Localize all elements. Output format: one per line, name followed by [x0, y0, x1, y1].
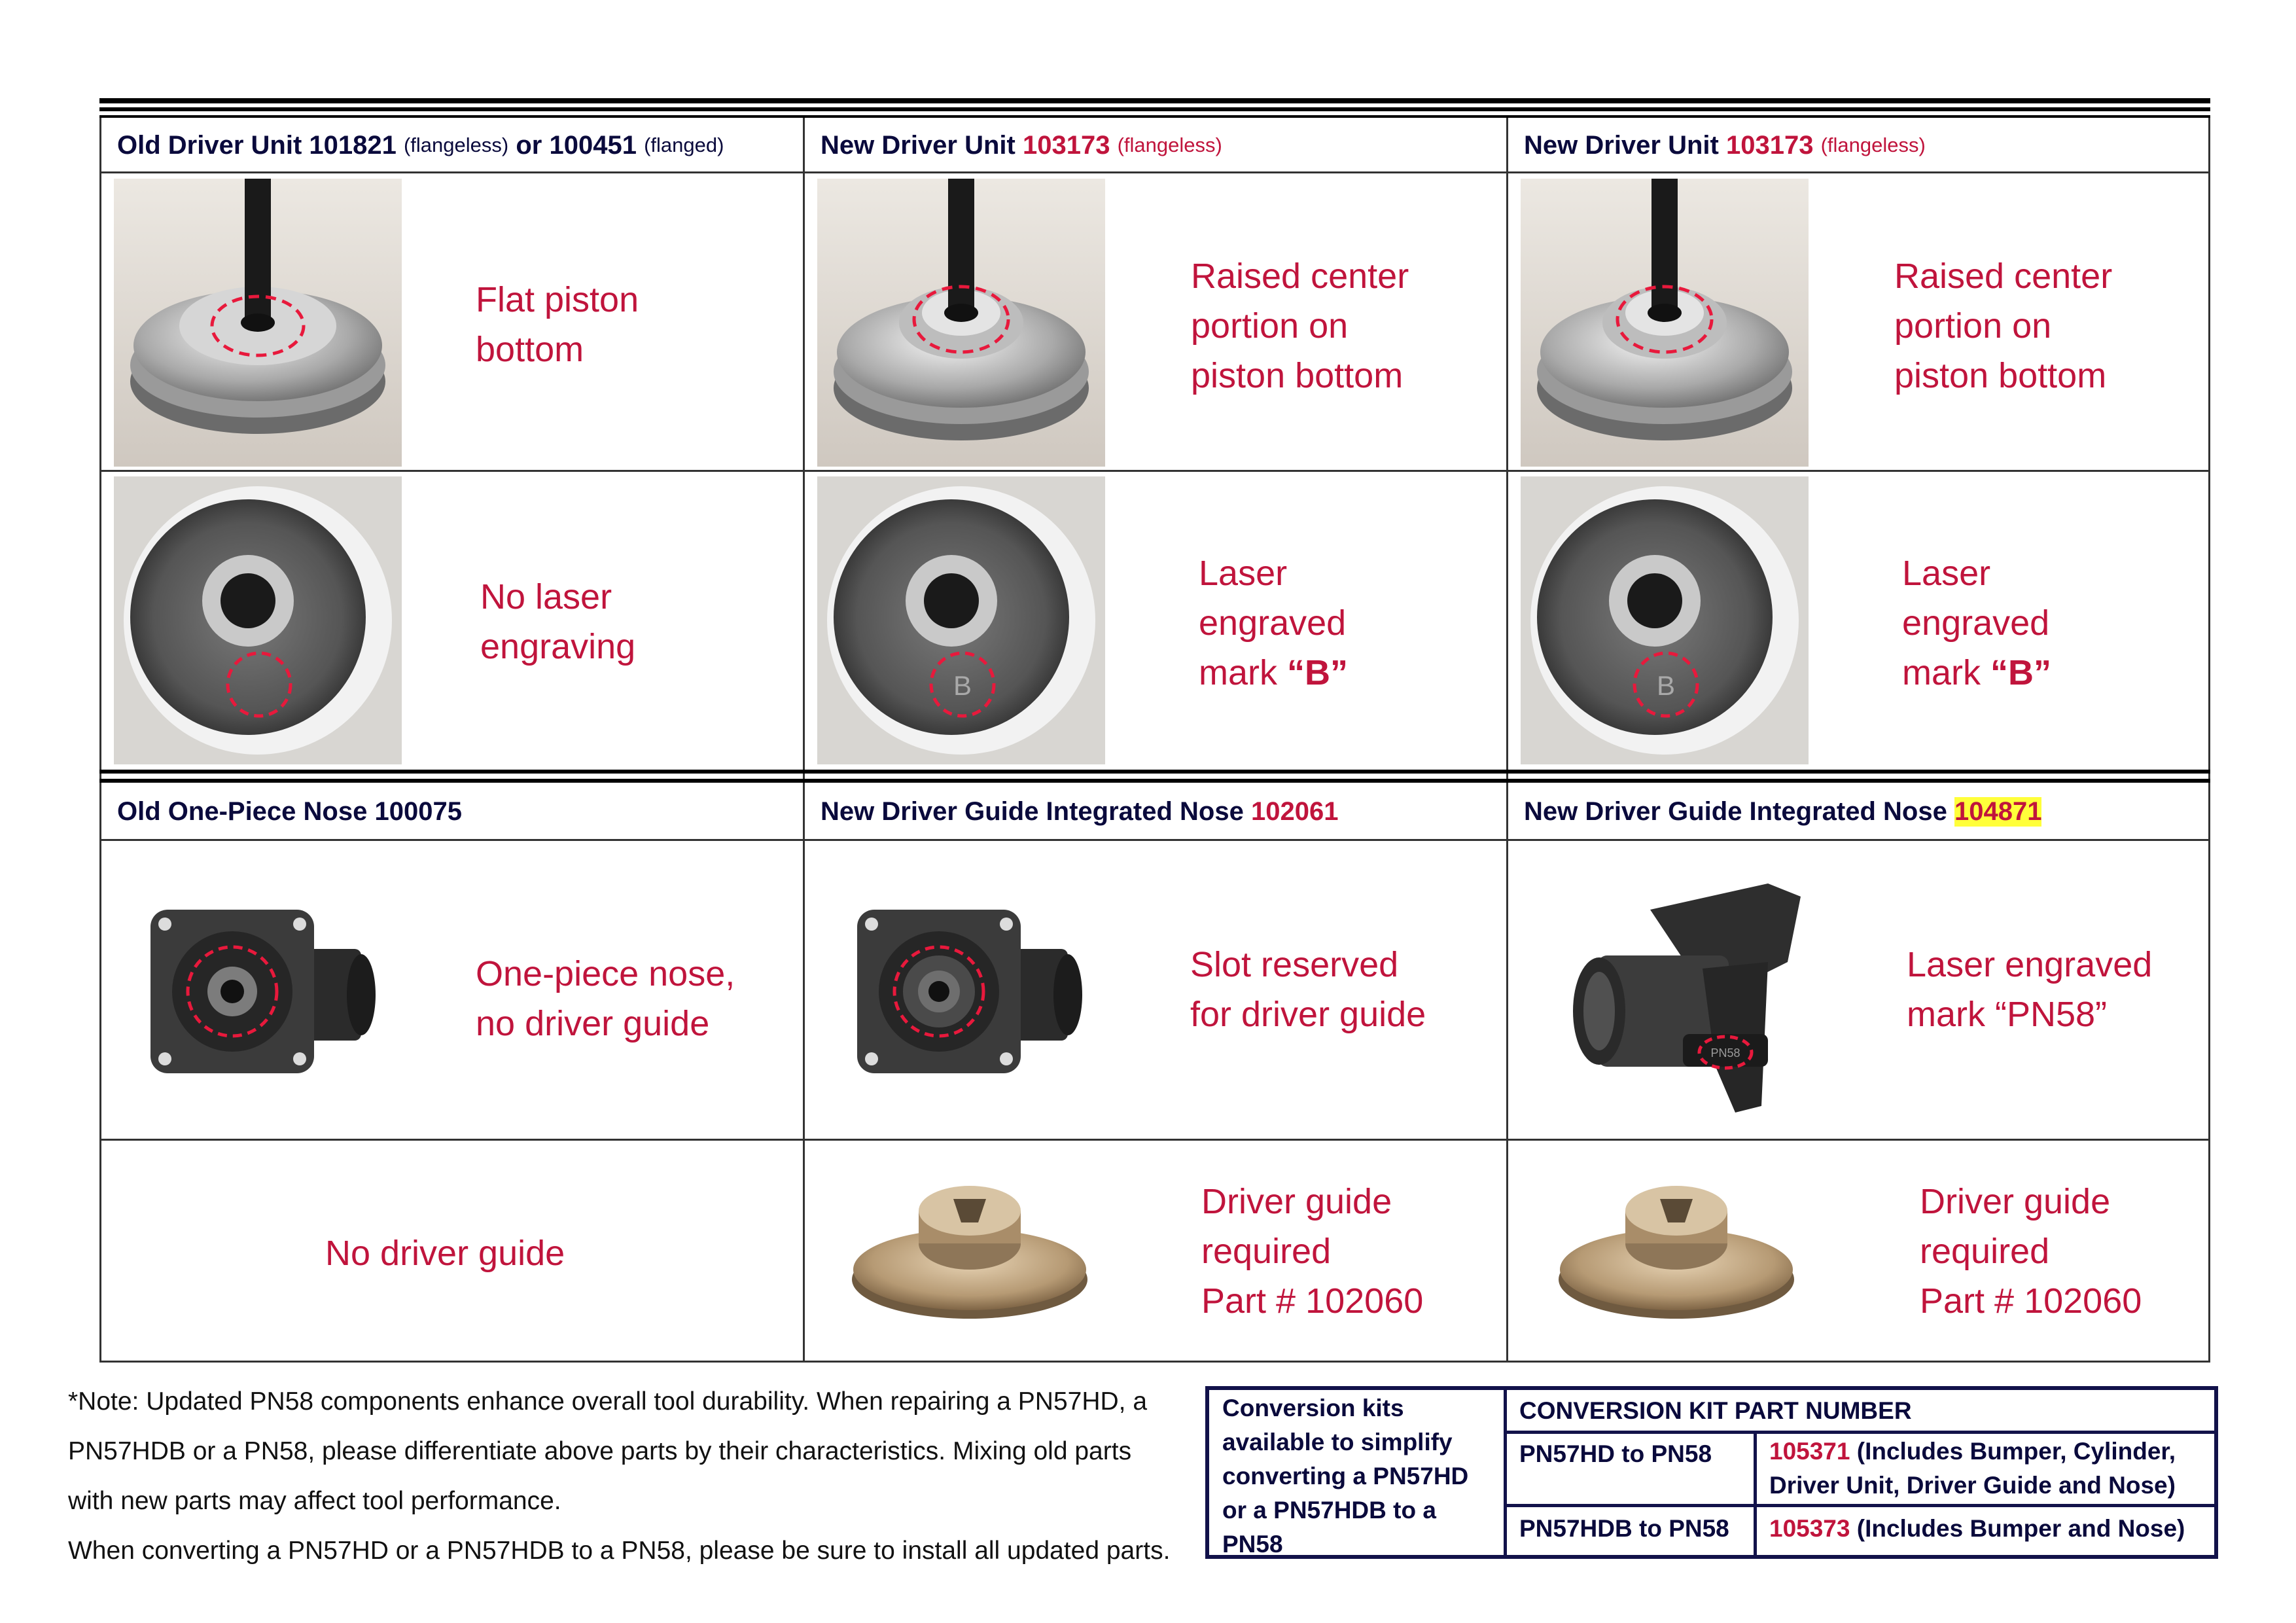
piston-bottom-raised-photo-2: [1521, 179, 1809, 467]
engraving-pn58-text: PN58: [1710, 1046, 1740, 1060]
description-driver-guide-required-2: Driver guide required Part # 102060: [1920, 1182, 2142, 1321]
piston-bottom-flat-image: [114, 179, 402, 467]
integrated-nose-slot-image: [845, 870, 1094, 1106]
kit-divider-horizontal-2: [1504, 1504, 2218, 1507]
grid-line-header-1: [99, 171, 2210, 173]
driver-guide-image-2: [1552, 1165, 1801, 1335]
header-old-one-piece-nose: Old One-Piece Nose 100075: [117, 796, 462, 826]
description-no-driver-guide: No driver guide: [325, 1234, 565, 1273]
driver-guide-photo-2: [1552, 1165, 1801, 1335]
header-old-driver-unit: Old Driver Unit 101821 (flangeless) or 100451 (flanged): [117, 130, 724, 160]
one-piece-nose-image: [139, 870, 387, 1106]
grid-line-row-1: [99, 470, 2210, 472]
kit-row-2-label: PN57HDB to PN58: [1519, 1515, 1729, 1542]
section-separator-2: [99, 779, 2210, 783]
description-slot-reserved: Slot reserved for driver guide: [1190, 945, 1426, 1034]
description-raised-center-1: Raised center portion on piston bottom: [1191, 257, 1409, 395]
section-separator-1: [99, 770, 2210, 774]
parts-comparison-grid: [99, 118, 2210, 1363]
grid-border-right: [2208, 118, 2210, 1363]
grid-border-bottom: [99, 1361, 2210, 1363]
header-new-integrated-nose-2: New Driver Guide Integrated Nose 104871: [1524, 796, 2042, 826]
driver-guide-image-1: [845, 1165, 1094, 1335]
kit-divider-vertical-1: [1504, 1390, 1507, 1555]
header-new-driver-unit-2: New Driver Unit 103173 (flangeless): [1524, 130, 1926, 160]
piston-bottom-raised-image-2: [1521, 179, 1809, 467]
piston-bottom-flat-photo: [114, 179, 402, 467]
piston-top-no-engraving-photo: [114, 476, 402, 764]
grid-line-header-2: [99, 839, 2210, 841]
kit-divider-horizontal-1: [1504, 1431, 2218, 1434]
description-laser-engraved-b-2: Laser engraved mark “B”: [1902, 554, 2051, 692]
description-no-laser-engraving: No laser engraving: [480, 577, 636, 666]
top-rule-1: [99, 98, 2210, 103]
piston-top-no-engraving-image: [114, 476, 402, 764]
piston-top-engraved-b-image-2: [1521, 476, 1809, 764]
piston-bottom-raised-photo-1: [817, 179, 1105, 467]
description-laser-engraved-b-1: Laser engraved mark “B”: [1199, 554, 1348, 692]
description-raised-center-2: Raised center portion on piston bottom: [1894, 257, 2113, 395]
header-new-driver-unit-1: New Driver Unit 103173 (flangeless): [821, 130, 1222, 160]
kit-intro-text: Conversion kits available to simplify converting a PN57HD or a PN57HDB to a PN58: [1222, 1395, 1469, 1558]
kit-row-1-value: 105371 (Includes Bumper, Cylinder, Driver Unit, Driver Guide and Nose): [1769, 1438, 2176, 1499]
piston-top-engraved-b-photo-1: [817, 476, 1105, 764]
top-rule-2: [99, 107, 2210, 111]
kit-divider-vertical-2: [1754, 1432, 1757, 1555]
integrated-nose-pn58-image: [1552, 870, 1827, 1132]
engraving-b-text-1: B: [953, 670, 972, 701]
kit-row-2-value: 105373 (Includes Bumper and Nose): [1769, 1515, 2185, 1542]
conversion-kit-table: [1205, 1386, 2218, 1559]
description-flat-piston: Flat piston bottom: [476, 280, 639, 369]
kit-header: CONVERSION KIT PART NUMBER: [1519, 1397, 1912, 1424]
integrated-nose-slot-photo: [845, 870, 1094, 1106]
header-new-integrated-nose-1: New Driver Guide Integrated Nose 102061: [821, 796, 1339, 826]
piston-top-engraved-b-image-1: [817, 476, 1105, 764]
kit-row-1-label: PN57HD to PN58: [1519, 1440, 1712, 1467]
driver-guide-photo-1: [845, 1165, 1094, 1335]
integrated-nose-pn58-photo: [1552, 870, 1827, 1132]
engraving-b-text-2: B: [1656, 670, 1676, 701]
grid-divider-1: [803, 118, 805, 1363]
description-driver-guide-required-1: Driver guide required Part # 102060: [1201, 1182, 1424, 1321]
one-piece-nose-photo: [139, 870, 387, 1106]
grid-divider-2: [1506, 118, 1508, 1363]
description-one-piece-nose: One-piece nose, no driver guide: [476, 954, 735, 1043]
grid-border-left: [99, 118, 101, 1363]
piston-top-engraved-b-photo-2: [1521, 476, 1809, 764]
grid-line-row-3: [99, 1139, 2210, 1141]
description-laser-engraved-pn58: Laser engraved mark “PN58”: [1907, 945, 2153, 1034]
piston-bottom-raised-image-1: [817, 179, 1105, 467]
updated-parts-note: *Note: Updated PN58 components enhance overall tool durability. When repairing a PN57HD, a PN57HDB or a PN58, please differentiate above parts by their characteristics. Mixing old parts with new parts may affect tool performance. When converting a PN57HD or a PN57HDB to a PN58, please be sure to install all updated parts.: [68, 1387, 1171, 1565]
